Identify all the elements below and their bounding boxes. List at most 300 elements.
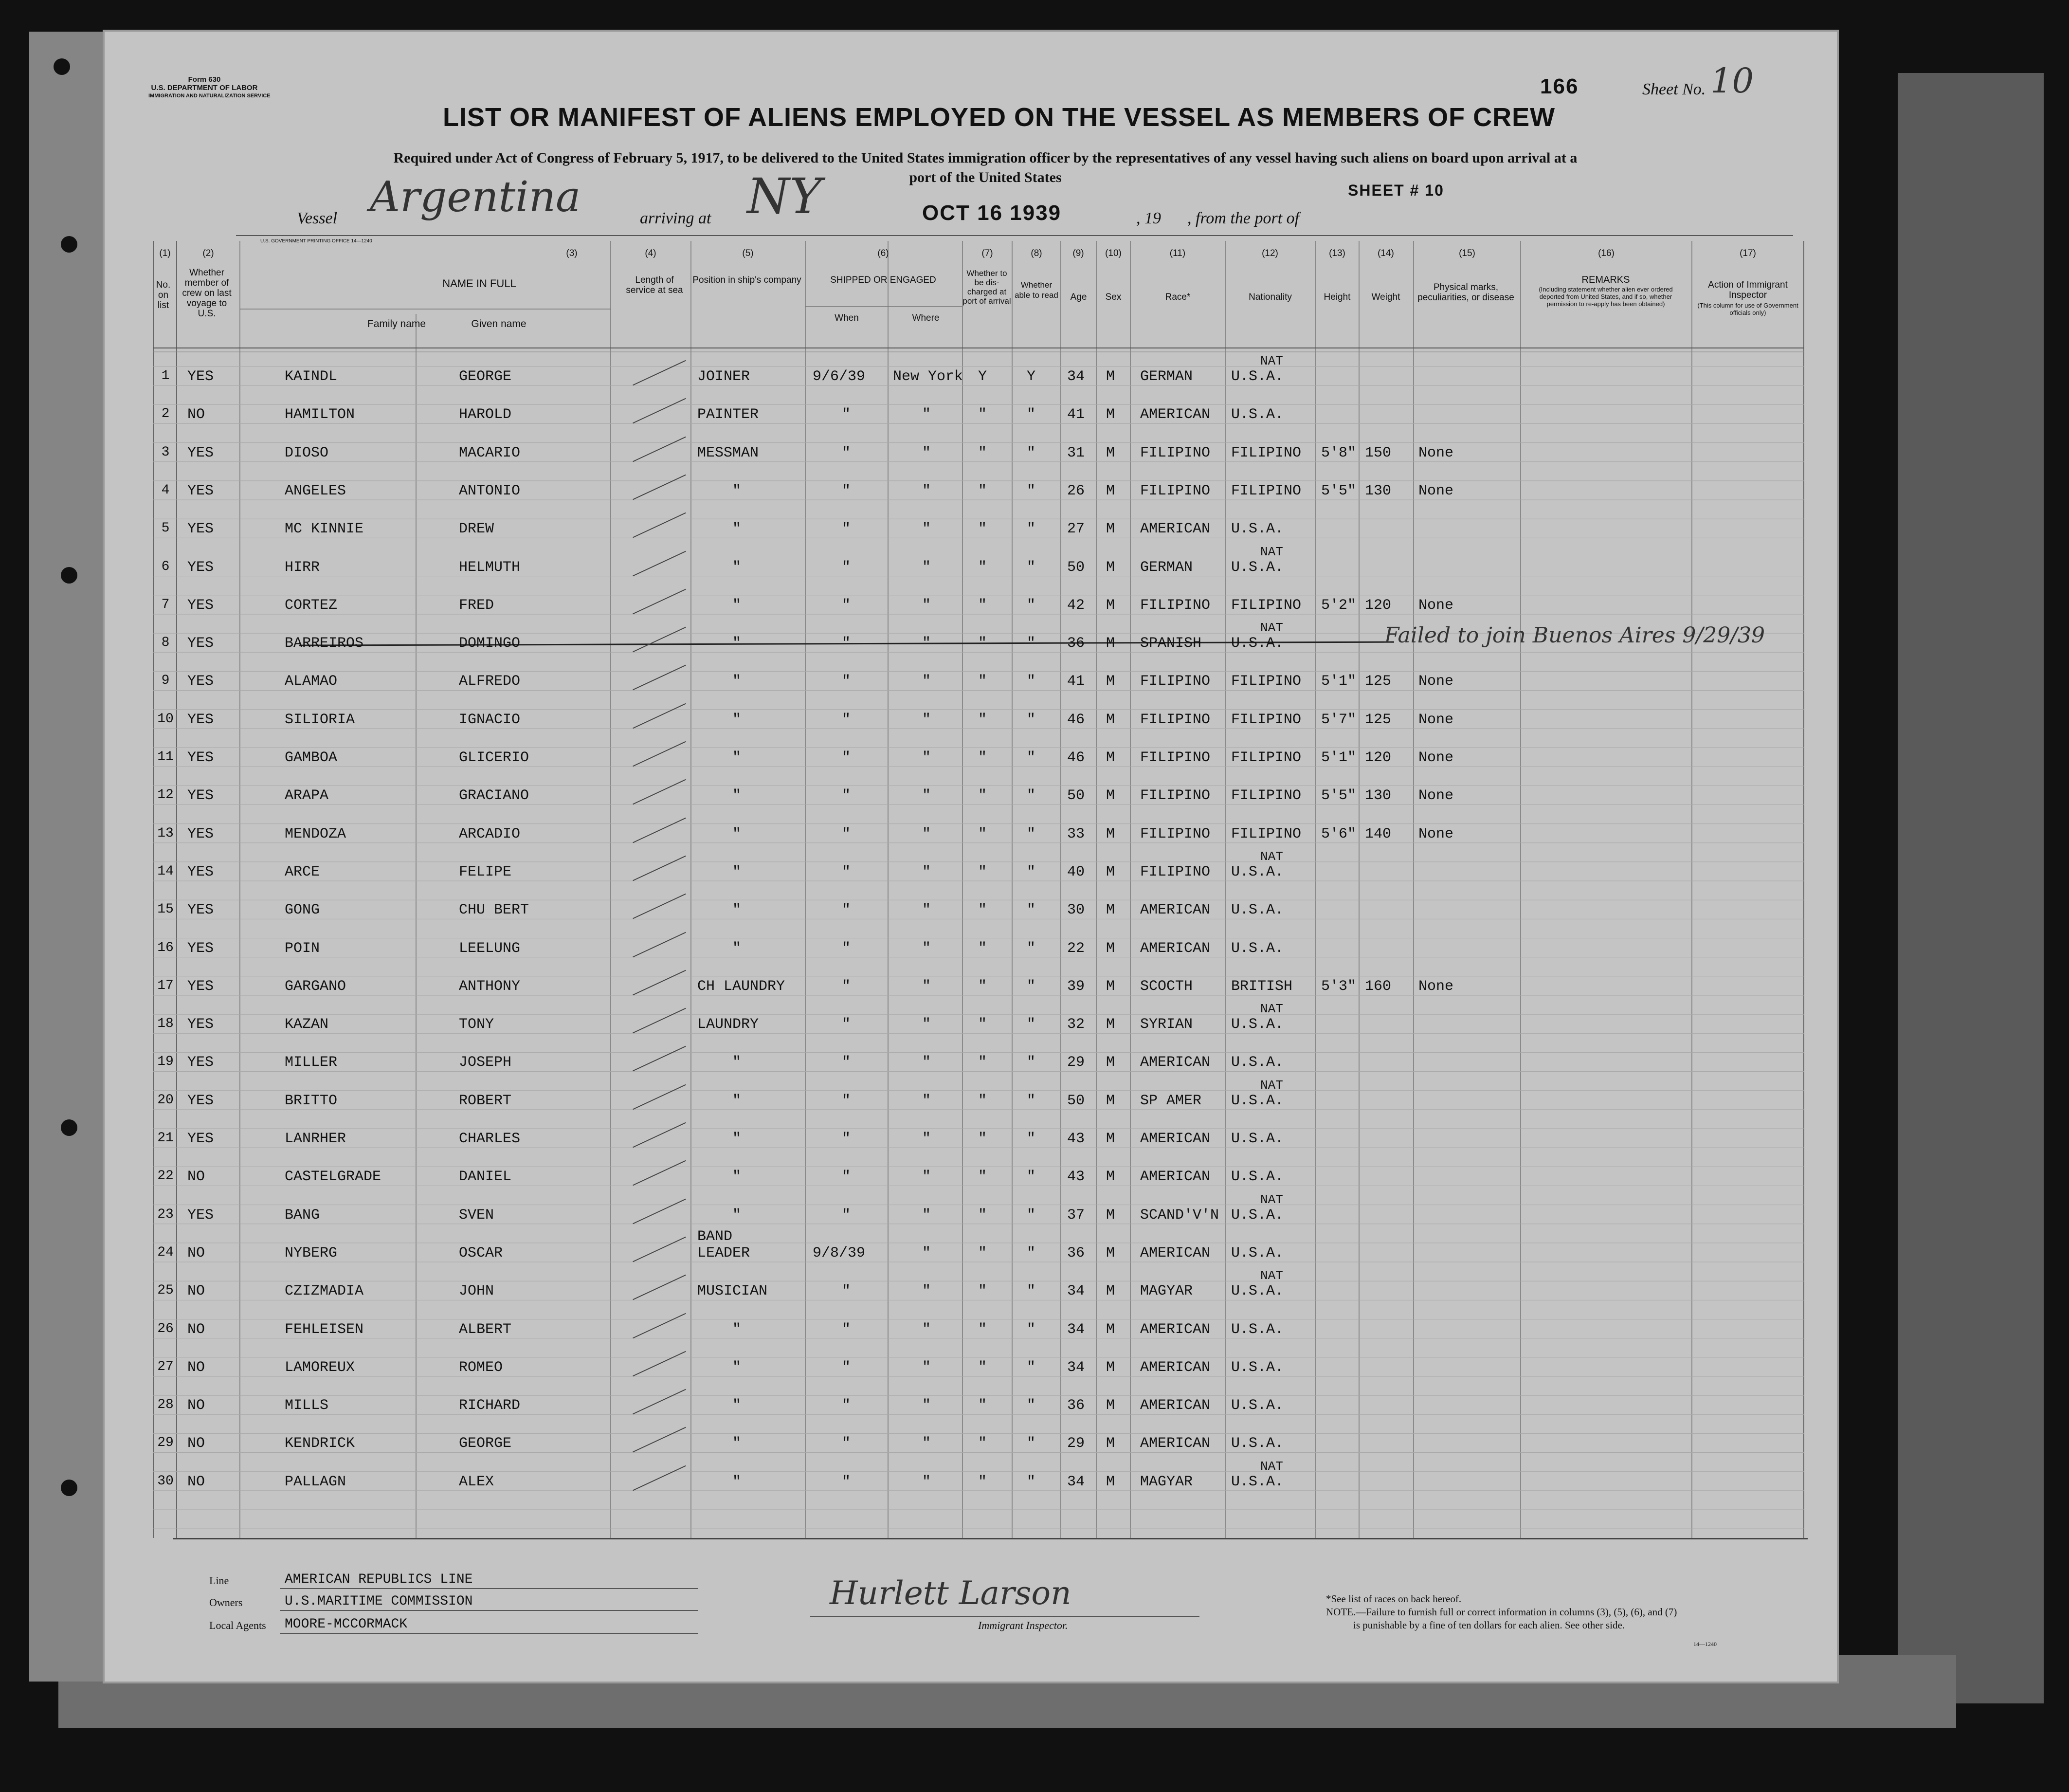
position: " [732, 1092, 742, 1109]
race: AMERICAN [1140, 1244, 1211, 1262]
crew-member-flag: YES [187, 1092, 214, 1109]
shipped-where: " [922, 1131, 931, 1147]
crew-member-flag: NO [187, 1473, 205, 1490]
crew-member-flag: NO [187, 1283, 205, 1300]
race: GERMAN [1140, 559, 1193, 576]
column-number: (5) [742, 248, 754, 258]
height: 5'2" [1321, 597, 1357, 614]
shipped-when: " [842, 940, 851, 957]
given-name: GEORGE [459, 1435, 512, 1452]
shipped-when: " [842, 902, 851, 919]
position: " [732, 902, 742, 919]
family-name: GONG [285, 902, 320, 919]
hdr-name: NAME IN FULL [442, 277, 516, 290]
family-name: SILIORIA [285, 711, 355, 728]
sex: M [1106, 863, 1115, 880]
able-to-read-flag: " [1027, 787, 1036, 805]
nationality: FILIPINO [1231, 825, 1302, 842]
binder-hole [61, 1480, 77, 1496]
shipped-when: " [842, 406, 851, 423]
sex: M [1106, 1359, 1115, 1376]
naturalized-prefix: NAT [1260, 1459, 1283, 1474]
able-to-read-flag: " [1027, 1435, 1036, 1452]
year-label: , 19 [1136, 209, 1161, 227]
race: AMERICAN [1140, 406, 1211, 423]
shipped-where: " [922, 1359, 931, 1376]
given-name: MACARIO [459, 444, 521, 461]
age: 36 [1067, 1244, 1085, 1262]
race: AMERICAN [1140, 1435, 1211, 1452]
race: FILIPINO [1140, 787, 1211, 805]
sex: M [1106, 635, 1115, 652]
shipped-when: " [842, 1473, 851, 1490]
arriving-port: NY [747, 168, 822, 225]
shipped-where: " [922, 750, 931, 766]
discharged-flag: " [978, 1473, 987, 1490]
discharged-flag: " [978, 863, 987, 880]
family-name: ANGELES [285, 482, 346, 499]
sex: M [1106, 750, 1115, 766]
naturalized-prefix: NAT [1260, 354, 1283, 368]
binder-hole [61, 1119, 77, 1136]
shipped-when: " [842, 750, 851, 766]
weight: 120 [1365, 597, 1392, 614]
shipped-where: " [922, 1244, 931, 1262]
family-name: GARGANO [285, 978, 346, 995]
position: MESSMAN [697, 444, 759, 461]
position: " [732, 1473, 742, 1490]
given-name: FELIPE [459, 863, 512, 880]
nationality: U.S.A. [1231, 1092, 1284, 1109]
position: " [732, 1169, 742, 1186]
race: AMERICAN [1140, 940, 1211, 957]
sex: M [1106, 1244, 1115, 1262]
age: 40 [1067, 863, 1085, 880]
discharged-flag: " [978, 559, 987, 576]
age: 50 [1067, 1092, 1085, 1109]
position: LAUNDRY [697, 1016, 759, 1033]
nationality: U.S.A. [1231, 559, 1284, 576]
able-to-read-flag: " [1027, 635, 1036, 652]
race: AMERICAN [1140, 521, 1211, 538]
sex: M [1106, 1016, 1115, 1033]
races-note: *See list of races on back hereof. [1326, 1593, 1462, 1605]
crew-member-flag: YES [187, 825, 214, 842]
age: 34 [1067, 1473, 1085, 1490]
crew-member-flag: YES [187, 1207, 214, 1224]
crew-member-flag: YES [187, 902, 214, 919]
hdr-action: Action of Immigrant Inspector [1708, 280, 1788, 300]
age: 37 [1067, 1207, 1085, 1224]
age: 33 [1067, 825, 1085, 842]
discharged-flag: " [978, 406, 987, 423]
vessel-label: Vessel [297, 209, 338, 227]
shipped-where: " [922, 787, 931, 805]
race: SPANISH [1140, 635, 1202, 652]
row-number: 1 [161, 368, 170, 384]
column-number: (7) [981, 248, 993, 258]
inspector-label: Immigrant Inspector. [978, 1619, 1068, 1631]
sex: M [1106, 978, 1115, 995]
family-name: CZIZMADIA [285, 1283, 364, 1300]
race: AMERICAN [1140, 1321, 1211, 1338]
height: 5'5" [1321, 482, 1357, 499]
sex: M [1106, 444, 1115, 461]
physical-marks: None [1418, 978, 1454, 995]
nationality: U.S.A. [1231, 1054, 1284, 1071]
row-number: 19 [157, 1054, 174, 1070]
physical-marks: None [1418, 787, 1454, 805]
shipped-where: New York [893, 368, 963, 385]
physical-marks: None [1418, 711, 1454, 728]
hdr-age: Age [1070, 292, 1087, 302]
age: 34 [1067, 1283, 1085, 1300]
able-to-read-flag: " [1027, 1244, 1036, 1262]
column-number: (11) [1169, 248, 1186, 258]
shipped-when: " [842, 1054, 851, 1071]
shipped-where: " [922, 902, 931, 919]
row-number: 14 [157, 863, 174, 879]
shipped-where: " [922, 1207, 931, 1224]
family-name: MC KINNIE [285, 521, 364, 538]
given-name: GRACIANO [459, 787, 529, 805]
crew-member-flag: YES [187, 635, 214, 652]
form-number: Form 630 [188, 75, 221, 84]
crew-member-flag: YES [187, 368, 214, 385]
height: 5'3" [1321, 978, 1357, 995]
given-name: GEORGE [459, 368, 512, 385]
note-text: —Failure to furnish full or correct information in columns (3), (5), (6), and (7) [1356, 1606, 1677, 1618]
row-number: 15 [157, 902, 174, 917]
race: AMERICAN [1140, 1054, 1211, 1071]
height: 5'1" [1321, 750, 1357, 766]
shipped-where: " [922, 1092, 931, 1109]
shipped-where: " [922, 1016, 931, 1033]
sex: M [1106, 521, 1115, 538]
physical-marks: None [1418, 444, 1454, 461]
naturalized-prefix: NAT [1260, 621, 1283, 636]
column-number: (15) [1459, 248, 1475, 258]
subtitle-line-1: Required under Act of Congress of February 5, 1917, to be delivered to the United States immigration officer by the representatives of any vessel having such aliens on board upon arrival at a [393, 150, 1578, 166]
age: 43 [1067, 1169, 1085, 1186]
family-name: ALAMAO [285, 673, 338, 690]
shipped-when: " [842, 1092, 851, 1109]
age: 41 [1067, 673, 1085, 690]
able-to-read-flag: " [1027, 1054, 1036, 1071]
nationality: U.S.A. [1231, 368, 1284, 385]
position: " [732, 711, 742, 728]
crew-member-flag: NO [187, 1359, 205, 1376]
discharged-flag: " [978, 902, 987, 919]
sex: M [1106, 1283, 1115, 1300]
nationality: U.S.A. [1231, 940, 1284, 957]
family-name: PALLAGN [285, 1473, 346, 1490]
crew-member-flag: YES [187, 787, 214, 805]
physical-marks: None [1418, 825, 1454, 842]
physical-marks: None [1418, 750, 1454, 766]
shipped-when: " [842, 1131, 851, 1147]
hdr-nationality: Nationality [1249, 292, 1292, 302]
discharged-flag: " [978, 597, 987, 614]
weight: 160 [1365, 978, 1392, 995]
crew-member-flag: YES [187, 1016, 214, 1033]
back-sheet [1898, 73, 2044, 1703]
shipped-when: " [842, 482, 851, 499]
given-name: DREW [459, 521, 494, 538]
position: " [732, 597, 742, 614]
shipped-where: " [922, 673, 931, 690]
shipped-when: " [842, 635, 851, 652]
position: " [732, 673, 742, 690]
shipped-when: " [842, 1207, 851, 1224]
column-number: (12) [1262, 248, 1278, 258]
row-number: 12 [157, 787, 174, 803]
discharged-flag: " [978, 750, 987, 766]
shipped-where: " [922, 1054, 931, 1071]
able-to-read-flag: " [1027, 1169, 1036, 1186]
discharged-flag: " [978, 787, 987, 805]
given-name: HAROLD [459, 406, 512, 423]
weight: 120 [1365, 750, 1392, 766]
height: 5'8" [1321, 444, 1357, 461]
given-name: JOSEPH [459, 1054, 512, 1071]
shipped-where: " [922, 1169, 931, 1186]
position: " [732, 1359, 742, 1376]
able-to-read-flag: " [1027, 863, 1036, 880]
given-name: CHU BERT [459, 902, 529, 919]
position: " [732, 1397, 742, 1414]
age: 34 [1067, 1321, 1085, 1338]
family-name: KAZAN [285, 1016, 329, 1033]
hdr-position: Position in ship's company [692, 275, 801, 285]
discharged-flag: " [978, 1054, 987, 1071]
given-name: ALBERT [459, 1321, 512, 1338]
family-name: MILLER [285, 1054, 338, 1071]
column-number: (13) [1329, 248, 1345, 258]
row-number: 27 [157, 1359, 174, 1374]
race: FILIPINO [1140, 482, 1211, 499]
family-name: ARAPA [285, 787, 329, 805]
sex: M [1106, 559, 1115, 576]
weight: 130 [1365, 787, 1392, 805]
given-name: ANTHONY [459, 978, 521, 995]
row-number: 30 [157, 1473, 174, 1489]
nationality: U.S.A. [1231, 1283, 1284, 1300]
age: 39 [1067, 978, 1085, 995]
row-number: 16 [157, 940, 174, 955]
shipped-where: " [922, 1283, 931, 1300]
family-name: POIN [285, 940, 320, 957]
age: 29 [1067, 1054, 1085, 1071]
shipped-where: " [922, 559, 931, 576]
shipped-where: " [922, 711, 931, 728]
crew-member-flag: NO [187, 1435, 205, 1452]
sex: M [1106, 1321, 1115, 1338]
family-name: BARREIROS [285, 635, 364, 652]
able-to-read-flag: " [1027, 1321, 1036, 1338]
owners-label: Owners [209, 1596, 243, 1609]
given-name: FRED [459, 597, 494, 614]
row-number: 7 [161, 597, 170, 612]
family-name: FEHLEISEN [285, 1321, 364, 1338]
crew-member-flag: YES [187, 711, 214, 728]
discharged-flag: " [978, 1131, 987, 1147]
crew-member-flag: NO [187, 406, 205, 423]
department: U.S. DEPARTMENT OF LABOR [151, 84, 258, 92]
service: IMMIGRATION AND NATURALIZATION SERVICE [148, 93, 271, 99]
given-name: DOMINGO [459, 635, 521, 652]
given-name: JOHN [459, 1283, 494, 1300]
shipped-where: " [922, 482, 931, 499]
able-to-read-flag: " [1027, 444, 1036, 461]
nationality: FILIPINO [1231, 711, 1302, 728]
position: " [732, 825, 742, 842]
shipped-where: " [922, 635, 931, 652]
agents-value: MOORE-MCCORMACK [285, 1617, 408, 1632]
given-name: ALEX [459, 1473, 494, 1490]
able-to-read-flag: " [1027, 406, 1036, 423]
weight: 130 [1365, 482, 1392, 499]
able-to-read-flag: " [1027, 1397, 1036, 1414]
weight: 125 [1365, 711, 1392, 728]
row-number: 3 [161, 444, 170, 460]
hdr-remarks: REMARKS [1581, 274, 1630, 285]
given-name: TONY [459, 1016, 494, 1033]
shipped-when: 9/8/39 [813, 1244, 866, 1262]
crew-member-flag: NO [187, 1397, 205, 1414]
row-number: 29 [157, 1435, 174, 1451]
hdr-read: Whether able to read [1015, 280, 1058, 300]
nationality: U.S.A. [1231, 863, 1284, 880]
age: 41 [1067, 406, 1085, 423]
row-number: 22 [157, 1169, 174, 1184]
crew-member-flag: YES [187, 1131, 214, 1147]
shipped-when: " [842, 1435, 851, 1452]
manifest-page [105, 32, 1837, 1682]
able-to-read-flag: " [1027, 940, 1036, 957]
sex: M [1106, 1169, 1115, 1186]
able-to-read-flag: " [1027, 597, 1036, 614]
nationality: U.S.A. [1231, 1016, 1284, 1033]
race: AMERICAN [1140, 1359, 1211, 1376]
discharged-flag: " [978, 521, 987, 538]
able-to-read-flag: " [1027, 1359, 1036, 1376]
given-name: ARCADIO [459, 825, 521, 842]
shipped-when: " [842, 444, 851, 461]
given-name: SVEN [459, 1207, 494, 1224]
position: " [732, 1054, 742, 1071]
row-number: 10 [157, 711, 174, 727]
discharged-flag: " [978, 1169, 987, 1186]
column-number: (17) [1740, 248, 1756, 258]
race: FILIPINO [1140, 825, 1211, 842]
crew-member-flag: YES [187, 444, 214, 461]
nationality: U.S.A. [1231, 1359, 1284, 1376]
shipped-where: " [922, 406, 931, 423]
given-name: HELMUTH [459, 559, 521, 576]
position: " [732, 1435, 742, 1452]
shipped-when: " [842, 1283, 851, 1300]
hdr-physical: Physical marks, peculiarities, or disease [1417, 282, 1514, 303]
sex: M [1106, 673, 1115, 690]
inspector-signature: Hurlett Larson [830, 1574, 1071, 1612]
shipped-where: " [922, 978, 931, 995]
from-port-label: , from the port of [1187, 209, 1300, 227]
binder-hole [54, 58, 70, 75]
height: 5'1" [1321, 673, 1357, 690]
physical-marks: None [1418, 482, 1454, 499]
position: " [732, 1321, 742, 1338]
weight: 150 [1365, 444, 1392, 461]
crew-member-flag: YES [187, 559, 214, 576]
family-name: NYBERG [285, 1244, 338, 1262]
nationality: U.S.A. [1231, 1131, 1284, 1147]
age: 30 [1067, 902, 1085, 919]
discharged-flag: " [978, 1207, 987, 1224]
shipped-when: " [842, 1397, 851, 1414]
sex: M [1106, 825, 1115, 842]
crew-member-flag: YES [187, 978, 214, 995]
sex: M [1106, 1054, 1115, 1071]
crew-member-flag: YES [187, 750, 214, 766]
crew-member-flag: YES [187, 521, 214, 538]
crew-member-flag: YES [187, 1054, 214, 1071]
position: PAINTER [697, 406, 759, 423]
able-to-read-flag: Y [1027, 368, 1036, 385]
race: FILIPINO [1140, 673, 1211, 690]
discharged-flag: " [978, 635, 987, 652]
race: GERMAN [1140, 368, 1193, 385]
shipped-where: " [922, 444, 931, 461]
sex: M [1106, 1131, 1115, 1147]
nationality: U.S.A. [1231, 1321, 1284, 1338]
column-number: (9) [1072, 248, 1084, 258]
position: " [732, 521, 742, 538]
binding-strip [29, 32, 105, 1682]
shipped-where: " [922, 1321, 931, 1338]
discharged-flag: " [978, 482, 987, 499]
crew-member-flag: NO [187, 1244, 205, 1262]
row-number: 25 [157, 1283, 174, 1298]
nationality: FILIPINO [1231, 673, 1302, 690]
position: BAND LEADER [697, 1228, 750, 1262]
row-number: 24 [157, 1244, 174, 1260]
sex: M [1106, 1473, 1115, 1490]
height: 5'6" [1321, 825, 1357, 842]
discharged-flag: " [978, 444, 987, 461]
note-label: NOTE. [1326, 1606, 1356, 1618]
given-name: ROBERT [459, 1092, 512, 1109]
able-to-read-flag: " [1027, 1473, 1036, 1490]
column-number: (4) [645, 248, 656, 258]
discharged-flag: " [978, 711, 987, 728]
position: " [732, 787, 742, 805]
position: " [732, 1131, 742, 1147]
race: MAGYAR [1140, 1283, 1193, 1300]
sex: M [1106, 787, 1115, 805]
able-to-read-flag: " [1027, 673, 1036, 690]
race: MAGYAR [1140, 1473, 1193, 1490]
family-name: HIRR [285, 559, 320, 576]
binder-hole [61, 567, 77, 584]
nationality: U.S.A. [1231, 1435, 1284, 1452]
naturalized-prefix: NAT [1260, 849, 1283, 864]
column-number: (3) [566, 248, 578, 258]
row-number: 23 [157, 1207, 174, 1222]
family-name: DIOSO [285, 444, 329, 461]
sheet-no-label: Sheet No. [1642, 80, 1706, 98]
line-value: AMERICAN REPUBLICS LINE [285, 1572, 473, 1587]
